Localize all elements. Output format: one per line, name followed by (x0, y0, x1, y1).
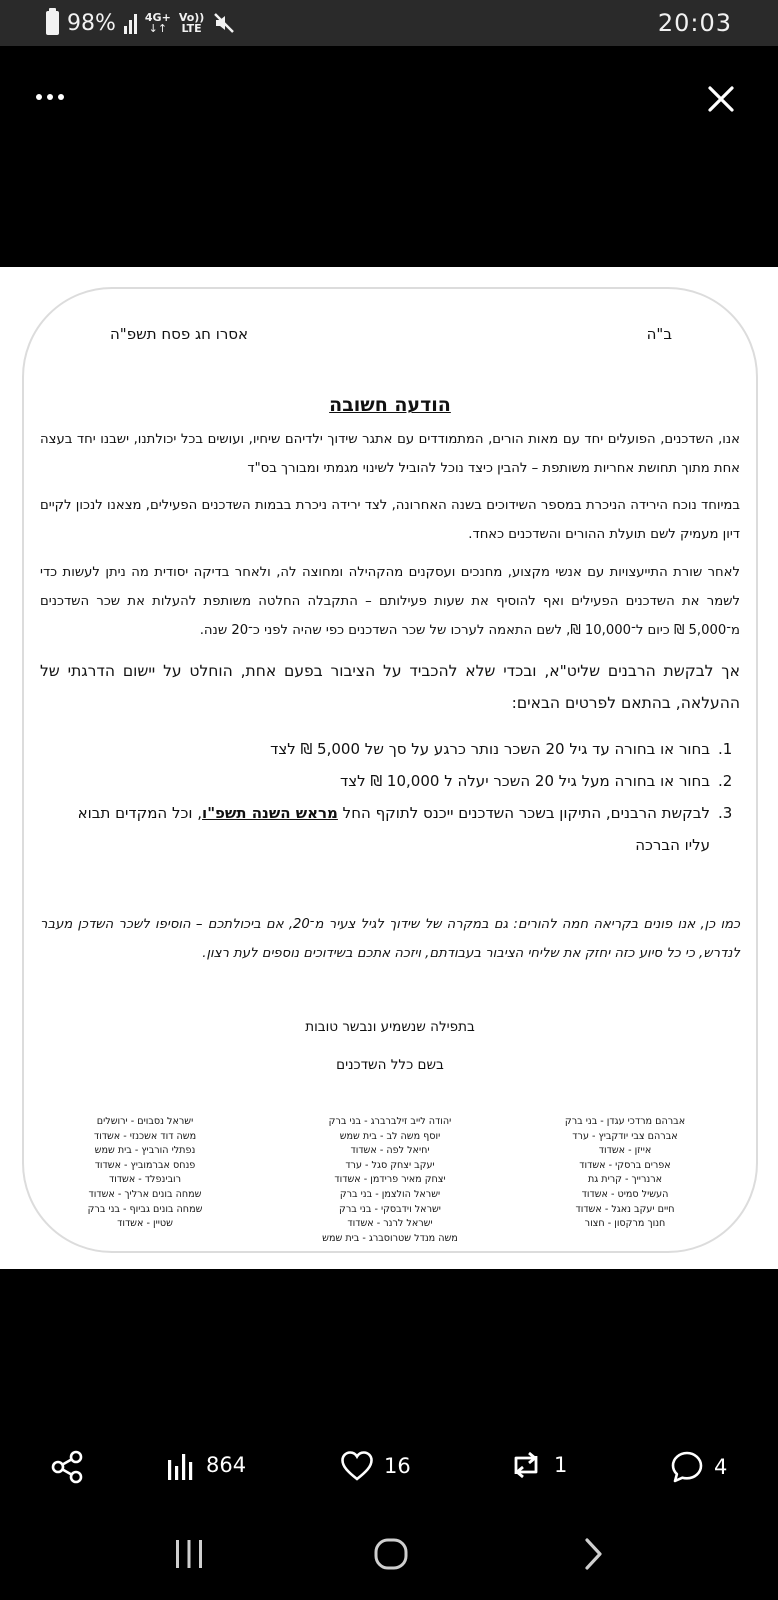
closing-line: בתפילה שנשמיע ונבשר טובות (305, 1019, 475, 1035)
signature-entry: חיים יעקב נאגל - אשדוד (575, 1203, 675, 1215)
back-chevron-icon (581, 1537, 605, 1571)
signature-entry: יהודה לייב זילברברג - בני ברק (328, 1116, 452, 1127)
signature-entry: שמחה בונים ארליך - אשדוד (88, 1188, 202, 1200)
signature-entry: ארנרייך - קרית גת (587, 1174, 663, 1186)
close-button[interactable] (706, 84, 736, 114)
paragraph-4: אך לבקשת הרבנים שליט"א, ובכדי שלא להכביד על הציבור בפעם אחת, הוחלט על יישום הדרגתי של ההעלאה, בהתאם לפרטים הבאים: (40, 662, 740, 712)
reposts-count: 1 (554, 1453, 568, 1477)
signatures-middle (290, 1115, 490, 1246)
clock: 20:03 (657, 9, 732, 37)
close-icon (710, 88, 732, 110)
battery-icon (46, 11, 59, 35)
network-type: 4G+ ↓↑ (144, 11, 171, 35)
recents-button[interactable] (164, 1534, 214, 1574)
views-stat[interactable] (166, 1450, 246, 1480)
more-horizontal-icon (36, 94, 42, 100)
signature-entry: ישראל לרנר - אשדוד (347, 1218, 433, 1230)
signature-entry: פנחס אברמוביץ - אשדוד (94, 1159, 196, 1171)
paragraph-3: לאחר שורת התייעצויות עם אנשי מקצוע, מחנכים ועסקנים מהקהילה ומחוצה לה, ולאחר בדיקה יסודית מה ניתן לעשות כדי לשמר את השדכנים הפעילים ואף להוסיף את שעות פעילותם – התקבלה החלטה משותפת להעלות את שכר השדכנים מ־5,000 ₪ כיום ל־10,000 ₪, לשם התאמה לערכו של שכר השדכנים כפי שהיה לפני כ־20 שנה. (40, 565, 740, 638)
like-button[interactable] (340, 1450, 411, 1482)
signature-entry: חנוך מרקסון - חצור (584, 1218, 666, 1230)
back-button[interactable] (568, 1534, 618, 1574)
heart-icon (340, 1450, 374, 1482)
more-options-button[interactable] (36, 82, 76, 112)
share-icon (50, 1450, 84, 1484)
signature-entry: יעקב יצחק סגל - ערד (345, 1159, 435, 1171)
signature-entry: העשיל סמיט - אשדוד (581, 1188, 669, 1200)
signatures-left (50, 1115, 240, 1232)
home-icon (373, 1537, 409, 1571)
status-left (46, 8, 236, 38)
header-bh: ב"ה (646, 325, 672, 343)
signature-entry: רובינפלד - אשדוד (108, 1174, 182, 1186)
views-count: 864 (206, 1453, 247, 1477)
signature-entry: ישראל הולצמן - בני ברק (339, 1188, 441, 1200)
comment-icon (670, 1450, 704, 1484)
likes-count: 16 (384, 1454, 411, 1478)
signature-entry: יוסף משה לב - בית שמש (339, 1130, 441, 1142)
mute-icon (212, 11, 236, 35)
signature-entry: אברהם מרדכי עגדן - בני ברק (564, 1116, 686, 1127)
signal-icon (124, 12, 137, 34)
status-bar (0, 0, 778, 46)
signature-entry: אפרים ברסקי - אשדוד (579, 1159, 671, 1171)
signature-entry: ישראל וידבסקי - בני ברק (339, 1203, 441, 1215)
header-date: אסרו חג פסח תשפ"ה (110, 325, 249, 343)
signature-entry: אייזן - אשדוד (598, 1145, 652, 1157)
volte-indicator: Vo)) LTE (178, 11, 205, 35)
signature-entry: יחיאל לפה - אשדוד (350, 1145, 430, 1157)
signatures-right (530, 1115, 720, 1232)
repost-button[interactable] (508, 1450, 567, 1480)
signature-entry: שמחה בונים גביוף - בני ברק (87, 1203, 203, 1215)
comments-count: 4 (714, 1455, 728, 1479)
paragraph-2: במיוחד נוכח הירידה הניכרת במספר השידוכים בשנה האחרונה, לצד ירידה ניכרת בבמות השדכנים הפעילים, מצאנו לנכון לקיים דיון מעמיק לשם תועלת ההורים והשדכנים כאחד. (40, 498, 740, 542)
paragraph-5: כמו כן, אנו פונים בקריאה חמה להורים: גם במקרה של שידוך לגיל צעיר מ־20, אם ביכולתכם – הוסיפו לשכר השדכן מעבר לנדרש, כי כל סיוע כזה יחזק את שליחי הציבור בעבודתם, ויזכה אתכם בשידוכים נוספים לעת רצון. (40, 917, 740, 961)
document-content: ב"ה אסרו חג פסח תשפ"ה הודעה חשובה אנו, השדכנים, הפועלים יחד עם מאות הורים, המתמודדים עם אתגר שידוך ילדיהם שיחיו, ועושים בכל יכולתנו, ישבנו יחד בעצה אחת מתוך תחושת אחריות משותפת – להבין כיצד נוכל להוביל לשינוי מגמתי ומבורך בס"ד במיוחד נוכח הירידה הניכרת במספר השידוכים בשנה האחרונה, לצד ירידה ניכרת בבמות השדכנים הפעילים, מצאנו לנכון לקיים דיון מעמיק לשם תועלת ההורים והשדכנים כאחד. לאחר שורת התייעצויות עם אנשי מקצוע, מחנכים ועסקנים מהקהילה ומחוצה לה, ולאחר בדיקה יסודית מה ניתן לעשות כדי לשמר את השדכנים הפעילים ואף להוסיף את שעות פעילותם – התקבלה החלטה משותפת להעלות את שכר השדכנים מ־5,000 ₪ כיום ל־10,000 ₪, לשם התאמה לערכו של שכר השדכנים כפי שהיה לפני כ־20 שנה. אך לבקשת הרבנים שליט"א, ובכדי שלא להכביד על הציבור בפעם אחת, הוחלט על יישום הדרגתי של ההעלאה, בהתאם לפרטים הבאים: 1. בחור או בחורה עד גיל 20 השכר נותר כרגע על סך של 5,000 ₪ לצד 2. בחור או בחורה מעל גיל 20 השכר יעלה ל 10,000 ₪ לצד 3. לבקשת הרבנים, התיקון בשכר השדכנים ייכנס לתוקף החל מראש השנה תשפ"ו, וכל המקדים תבוא עליו הברכה כמו כן, אנו פונים בקריאה חמה להורים: גם במקרה של שידוך לגיל צעיר מ־20, אם ביכולתכם – הוסיפו לשכר השדכן מעבר לנדרש, כי כל סיוע כזה יחזק את שליחי הציבור בעבודתם, ויזכה אתכם בשידוכים נוספים לעת רצון. בתפילה שנשמיע ונבשר טובות בשם כלל השדכנים אברהם מרדכי עגדן - בני ברק אברהם צבי יודקביץ - ערד אייזן - אשדוד אפרים ברסקי - אשדוד ארנרייך - קרית גת העשיל סמיט - אשדוד חיים יעקב נאגל - אשדוד חנוך מרקסון - חצור יהודה לייב זילברברג - בני ברק יוסף משה לב - בית שמש יחיאל לפה - אשדוד יעקב יצחק סגל - ערד יצחק מאיר פרידמן - אשדוד ישראל הולצמן - בני ברק ישראל וידבסקי - בני ברק ישראל לרנר - אשדוד משה מנדל שטרוסברג - בית שמש ישראל נסבוים - ירושלים משה דוד אשכנזי - אשדוד נפתלי הורביץ - בית שמש פנחס אברמוביץ - אשדוד רובינפלד - אשדוד שמחה בונים ארליך - אשדוד שמחה בונים גביוף - בני ברק שטיין - אשדוד (40, 267, 740, 1269)
recents-icon (172, 1539, 206, 1569)
document-image[interactable] (0, 267, 778, 1269)
share-button[interactable] (50, 1450, 84, 1484)
signature-entry: נפתלי הורביץ - בית שמש (94, 1145, 196, 1157)
home-button[interactable] (366, 1534, 416, 1574)
battery-percent: 98% (67, 10, 116, 36)
comment-button[interactable] (670, 1450, 727, 1484)
signature-entry: אברהם צבי יודקביץ - ערד (572, 1130, 678, 1142)
document-title: הודעה חשובה (329, 394, 451, 416)
signature-entry: משה דוד אשכנזי - אשדוד (93, 1130, 197, 1142)
repost-icon (508, 1450, 544, 1480)
paragraph-1: אנו, השדכנים, הפועלים יחד עם מאות הורים, המתמודדים עם אתגר שידוך ילדיהם שיחיו, ועושים בכל יכולתנו, ישבנו יחד בעצה אחת מתוך תחושת אחריות משותפת – להבין כיצד נוכל להוביל לשינוי מגמתי ומבורך בס"ד (40, 432, 740, 476)
signature-entry: יצחק מאיר פרידמן - אשדוד (334, 1174, 446, 1186)
bar-chart-icon (166, 1450, 196, 1480)
system-navigation-bar (0, 1520, 778, 1590)
signature-entry: ישראל נסבוים - ירושלים (96, 1116, 194, 1127)
signature-entry: שטיין - אשדוד (117, 1218, 173, 1230)
signature-entry: משה מנדל שטרוסברג - בית שמש (322, 1232, 458, 1244)
action-bar (0, 1440, 778, 1492)
signed-by: בשם כלל השדכנים (336, 1057, 444, 1073)
